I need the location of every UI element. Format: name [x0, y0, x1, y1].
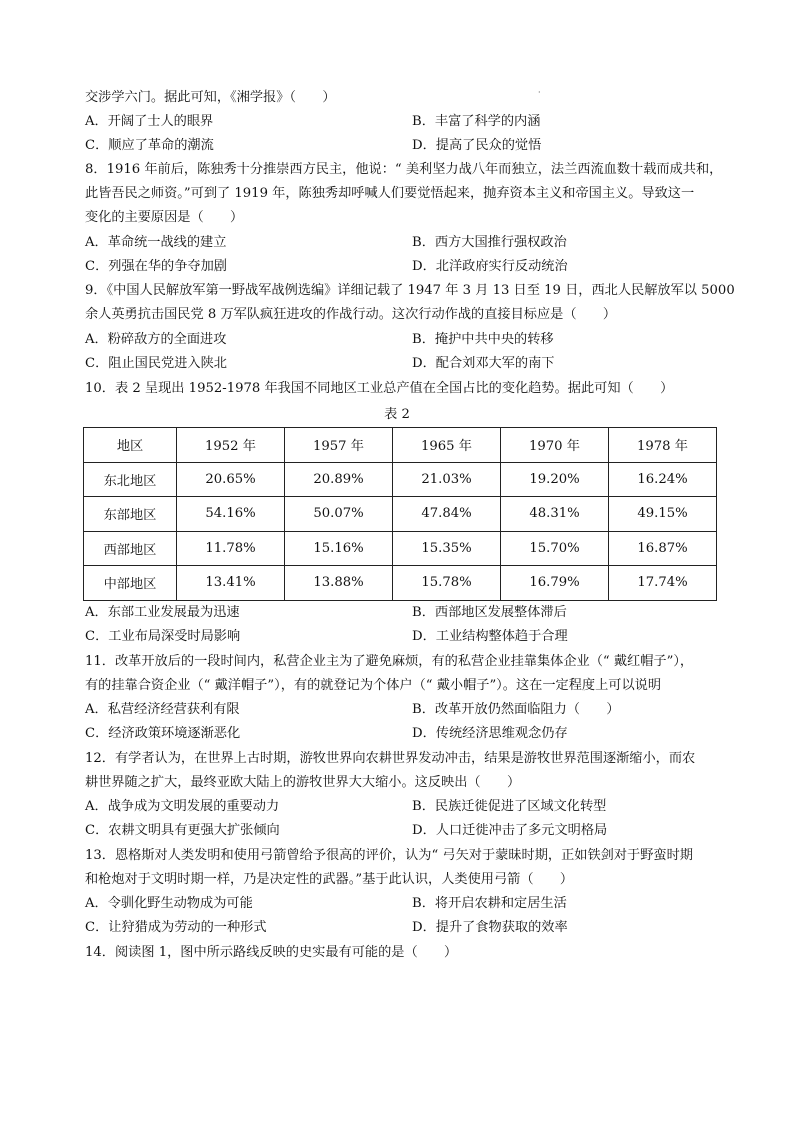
- q14-stem: 14．阅读图 1，图中所示路线反映的史实最有可能的是（ ）: [85, 945, 458, 960]
- q9-stem-line-1: 9．《中国人民解放军第一野战军战例选编》详细记载了 1947 年 3 月 13 日至 19 日，西北人民解放军以 5000: [85, 283, 735, 298]
- q7-option-c: C．顺应了革命的潮流: [85, 138, 214, 153]
- table-cell: 13.88%: [285, 566, 393, 601]
- table-cell: 16.79%: [501, 566, 609, 601]
- q8-stem-line-1: 8．1916 年前后，陈独秀十分推崇西方民主，他说：“ 美利坚力战八年而独立，法兰西流血数十载而成共和，: [85, 162, 723, 177]
- q11-stem-line-2: 有的挂靠合资企业（“ 戴洋帽子”），有的就登记为个体户（“ 戴小帽子”）。这在一定程度上可以说明: [85, 678, 662, 693]
- table-row: [84, 497, 717, 532]
- industry-share-table: [83, 427, 717, 601]
- q13-option-a: A．令驯化野生动物成为可能: [85, 896, 253, 911]
- table-cell: 49.15%: [609, 497, 717, 532]
- q8-stem-line-3: 变化的主要原因是（ ）: [85, 210, 244, 225]
- q10-option-b: B．西部地区发展整体滞后: [412, 605, 567, 620]
- q8-option-c: C．列强在华的争夺加剧: [85, 259, 227, 274]
- q13-option-c: C．让狩猎成为劳动的一种形式: [85, 920, 267, 935]
- table-cell: 16.87%: [609, 531, 717, 566]
- stray-mark: ·: [538, 88, 541, 97]
- table-cell: 15.35%: [393, 531, 501, 566]
- q11-option-b: B．改革开放仍然面临阻力（ ）: [412, 702, 620, 717]
- table-cell-region: 中部地区: [84, 566, 177, 601]
- q7-option-d: D．提高了民众的觉悟: [412, 138, 542, 153]
- q8-option-a: A．革命统一战线的建立: [85, 235, 227, 250]
- table-header-row: [84, 428, 717, 463]
- table-header-cell: 1957 年: [285, 428, 393, 463]
- table-caption: 表 2: [384, 407, 410, 422]
- table-cell-region: 东北地区: [84, 462, 177, 497]
- q10-option-a: A．东部工业发展最为迅速: [85, 605, 240, 620]
- table-cell: 19.20%: [501, 462, 609, 497]
- q7-option-a: A．开阔了士人的眼界: [85, 114, 214, 129]
- q13-option-d: D．提升了食物获取的效率: [412, 920, 568, 935]
- table-cell: 20.89%: [285, 462, 393, 497]
- table-row: [84, 462, 717, 497]
- table-header-cell: 1978 年: [609, 428, 717, 463]
- q8-option-d: D．北洋政府实行反动统治: [412, 259, 568, 274]
- table-cell: 15.78%: [393, 566, 501, 601]
- q11-option-a: A．私营经济经营获利有限: [85, 702, 240, 717]
- table-cell-region: 西部地区: [84, 531, 177, 566]
- q12-option-a: A．战争成为文明发展的重要动力: [85, 799, 280, 814]
- q10-option-d: D．工业结构整体趋于合理: [412, 629, 568, 644]
- q12-stem-line-2: 耕世界随之扩大，最终亚欧大陆上的游牧世界大大缩小。这反映出（ ）: [85, 775, 521, 790]
- table-header-cell: 1952 年: [177, 428, 285, 463]
- table-cell: 21.03%: [393, 462, 501, 497]
- table-cell: 13.41%: [177, 566, 285, 601]
- q9-option-b: B．掩护中共中央的转移: [412, 332, 554, 347]
- q13-stem-line-2: 和枪炮对于文明时期一样，乃是决定性的武器。”基于此认识，人类使用弓箭（ ）: [85, 872, 574, 887]
- table-cell: 47.84%: [393, 497, 501, 532]
- table-row: [84, 566, 717, 601]
- table-cell: 16.24%: [609, 462, 717, 497]
- table-cell: 15.16%: [285, 531, 393, 566]
- q7-option-b: B．丰富了科学的内涵: [412, 114, 541, 129]
- q9-stem-line-2: 余人英勇抗击国民党 8 万军队疯狂进攻的作战行动。这次行动作战的直接目标应是（ ）: [85, 307, 617, 322]
- table-cell: 15.70%: [501, 531, 609, 566]
- q9-option-d: D．配合刘邓大军的南下: [412, 356, 555, 371]
- q13-option-b: B．将开启农耕和定居生活: [412, 896, 567, 911]
- table-header-cell: 地区: [84, 428, 177, 463]
- q8-stem-line-2: 此皆吾民之师资。”可到了 1919 年，陈独秀却呼喊人们要觉悟起来，抛弃资本主义和帝国主义。导致这一: [85, 186, 695, 201]
- table-header-cell: 1965 年: [393, 428, 501, 463]
- table-row: [84, 531, 717, 566]
- table-cell: 17.74%: [609, 566, 717, 601]
- table-cell-region: 东部地区: [84, 497, 177, 532]
- table-cell: 48.31%: [501, 497, 609, 532]
- q9-option-c: C．阻止国民党进入陕北: [85, 356, 227, 371]
- table-cell: 20.65%: [177, 462, 285, 497]
- table-cell: 11.78%: [177, 531, 285, 566]
- q11-stem-line-1: 11．改革开放后的一段时间内，私营企业主为了避免麻烦，有的私营企业挂靠集体企业（“ 戴红帽子”），: [85, 654, 694, 669]
- q8-option-b: B．西方大国推行强权政治: [412, 235, 567, 250]
- q9-option-a: A．粉碎敌方的全面进攻: [85, 332, 227, 347]
- table-cell: 50.07%: [285, 497, 393, 532]
- q12-stem-line-1: 12．有学者认为，在世界上古时期，游牧世界向农耕世界发动冲击，结果是游牧世界范围逐渐缩小，而农: [85, 751, 696, 766]
- table-cell: 54.16%: [177, 497, 285, 532]
- q12-option-b: B．民族迁徙促进了区域文化转型: [412, 799, 607, 814]
- q11-option-c: C．经济政策环境逐渐恶化: [85, 726, 241, 741]
- q13-stem-line-1: 13．恩格斯对人类发明和使用弓箭曾给予很高的评价，认为“ 弓矢对于蒙昧时期，正如铁剑对于野蛮时期: [85, 848, 693, 863]
- table-header-cell: 1970 年: [501, 428, 609, 463]
- q10-stem: 10．表 2 呈现出 1952-1978 年我国不同地区工业总产值在全国占比的变化趋势。据此可知（ ）: [85, 381, 674, 396]
- q10-option-c: C．工业布局深受时局影响: [85, 629, 241, 644]
- q11-option-d: D．传统经济思维观念仍存: [412, 726, 568, 741]
- q12-option-c: C．农耕文明具有更强大扩张倾向: [85, 823, 280, 838]
- q12-option-d: D．人口迁徙冲击了多元文明格局: [412, 823, 608, 838]
- q7-stem: 交涉学六门。据此可知，《湘学报》（ ）: [85, 90, 336, 105]
